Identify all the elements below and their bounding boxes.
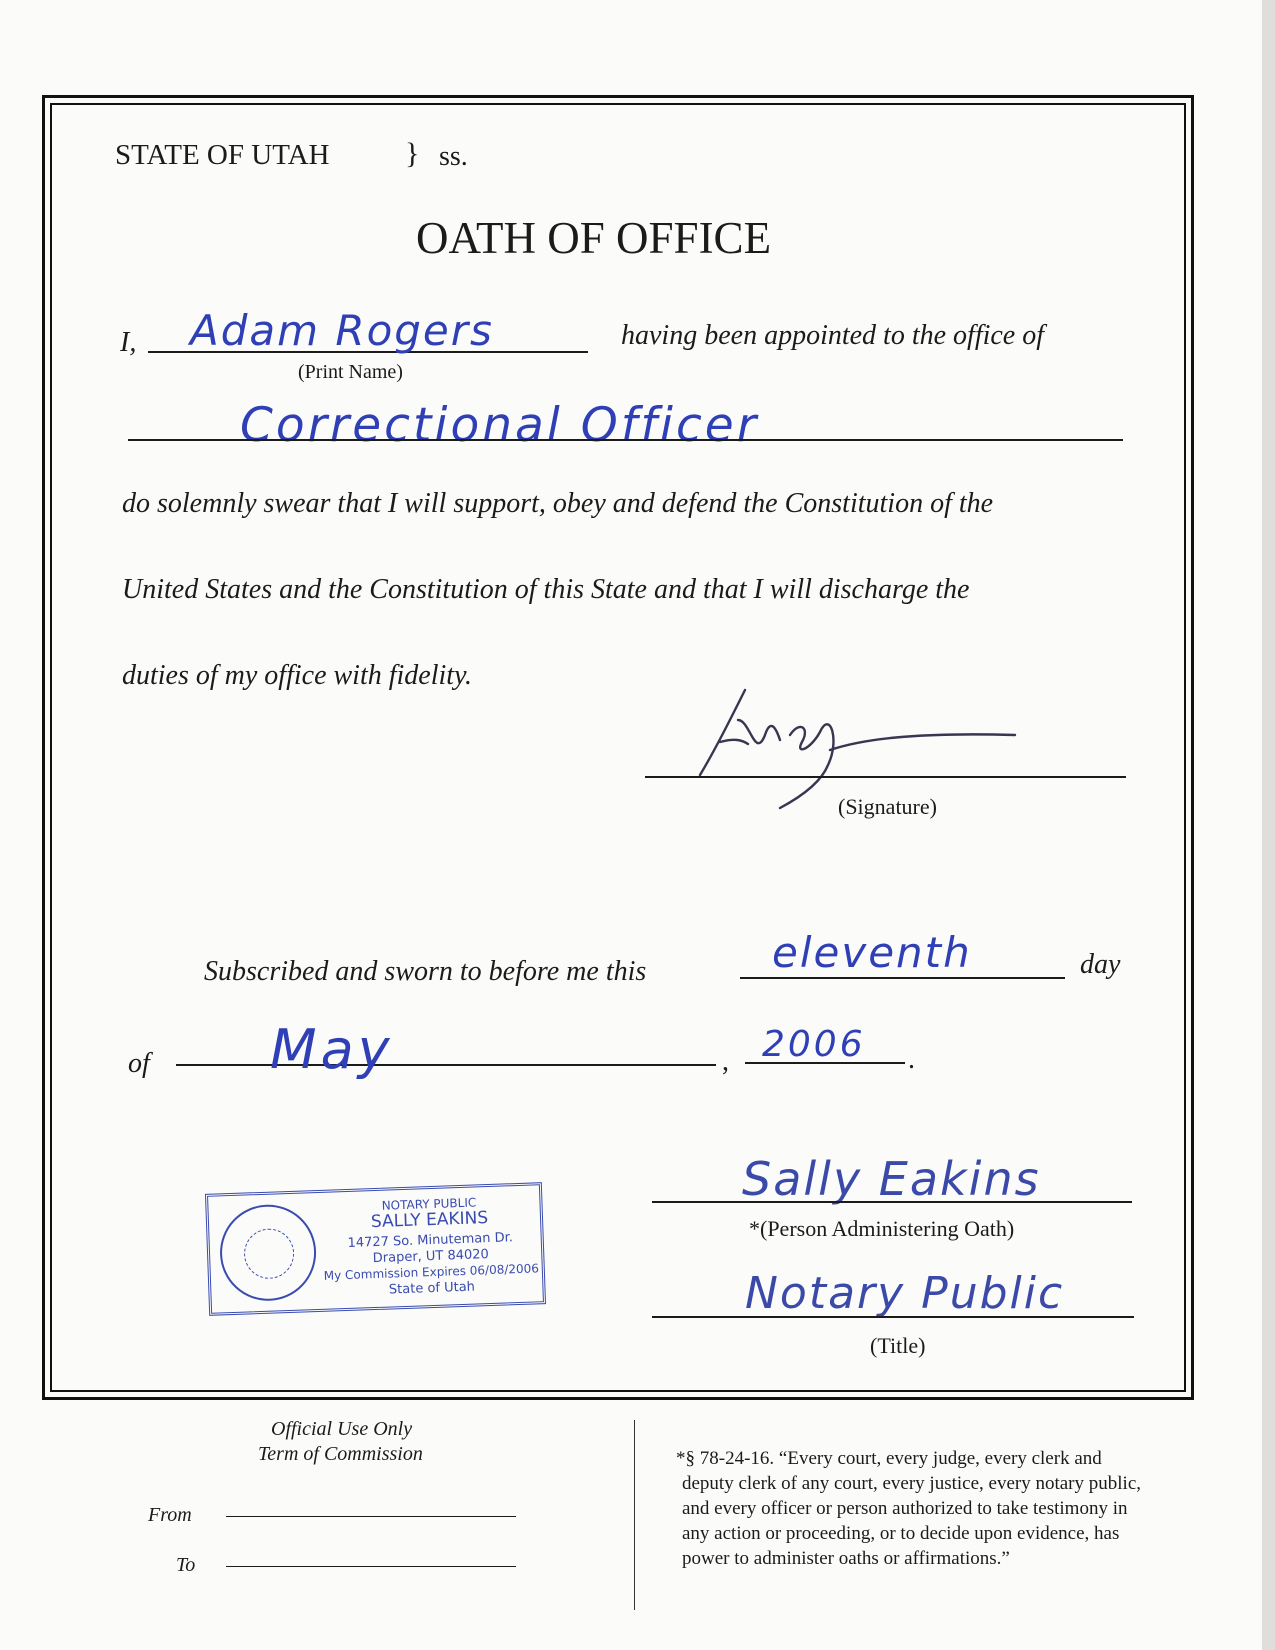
official-use-heading: Official Use Only [271, 1418, 413, 1440]
year-value: 2006 [762, 1024, 866, 1065]
signature-caption: (Signature) [838, 794, 937, 819]
administrator-signature: Sally Eakins [742, 1152, 1041, 1206]
month-comma: , [722, 1046, 729, 1077]
oath-body-line1: do solemnly swear that I will support, obey and defend the Constitution of the [122, 488, 994, 519]
month-value: May [270, 1018, 394, 1081]
statute-line4: any action or proceeding, or to decide upon evidence, has [682, 1523, 1120, 1544]
to-line [226, 1566, 516, 1567]
statute-line2: deputy clerk of any court, every justice, every notary public, [682, 1473, 1141, 1494]
office-line [128, 439, 1123, 441]
stamp-line4: Draper, UT 84020 [372, 1247, 490, 1267]
venue-brace: } [405, 137, 420, 170]
title-caption: (Title) [870, 1333, 926, 1358]
statute-line3: and every officer or person authorized to take testimony in [682, 1498, 1128, 1519]
venue-label: STATE OF UTAH [115, 139, 330, 171]
stamp-line1: NOTARY PUBLIC [381, 1195, 477, 1213]
day-value: eleventh [772, 928, 972, 977]
month-line [176, 1064, 716, 1066]
document-title: OATH OF OFFICE [416, 213, 772, 263]
oath-prefix: I, [120, 327, 137, 358]
oath-taker-signature [690, 680, 1030, 810]
page-edge [1262, 0, 1275, 1650]
subscribed-text: Subscribed and sworn to before me this [204, 956, 647, 987]
signature-line [645, 776, 1126, 778]
stamp-line5: My Commission Expires 06/08/2006 [323, 1261, 540, 1283]
venue-ss: ss. [439, 141, 468, 172]
administrator-caption: *(Person Administering Oath) [749, 1216, 1015, 1241]
print-name-caption: (Print Name) [298, 361, 403, 383]
statute-line1: *§ 78-24-16. “Every court, every judge, every clerk and [676, 1448, 1102, 1469]
administrator-line [652, 1201, 1132, 1203]
to-label: To [176, 1554, 196, 1576]
oath-body-line2: United States and the Constitution of this State and that I will discharge the [122, 574, 970, 605]
title-line [652, 1316, 1134, 1318]
official-use-subheading: Term of Commission [258, 1443, 423, 1465]
print-name-value: Adam Rogers [190, 306, 494, 355]
stamp-line6: State of Utah [388, 1279, 476, 1298]
appointed-text: having been appointed to the office of [621, 320, 1045, 351]
from-line [226, 1516, 516, 1517]
notary-stamp [205, 1182, 546, 1316]
statute-line5: power to administer oaths or affirmations.” [682, 1548, 1010, 1569]
footer-divider [634, 1420, 635, 1610]
oath-body-line3: duties of my office with fidelity. [122, 660, 472, 691]
state-seal-icon [218, 1203, 317, 1302]
day-line [740, 977, 1065, 979]
year-period: . [908, 1044, 915, 1075]
of-label: of [128, 1048, 150, 1079]
office-value: Correctional Officer [240, 398, 760, 453]
stamp-line2: SALLY EAKINS [370, 1208, 489, 1233]
day-label: day [1080, 949, 1121, 980]
from-label: From [148, 1504, 192, 1526]
stamp-line3: 14727 So. Minuteman Dr. [347, 1230, 514, 1251]
title-value: Notary Public [745, 1268, 1065, 1319]
